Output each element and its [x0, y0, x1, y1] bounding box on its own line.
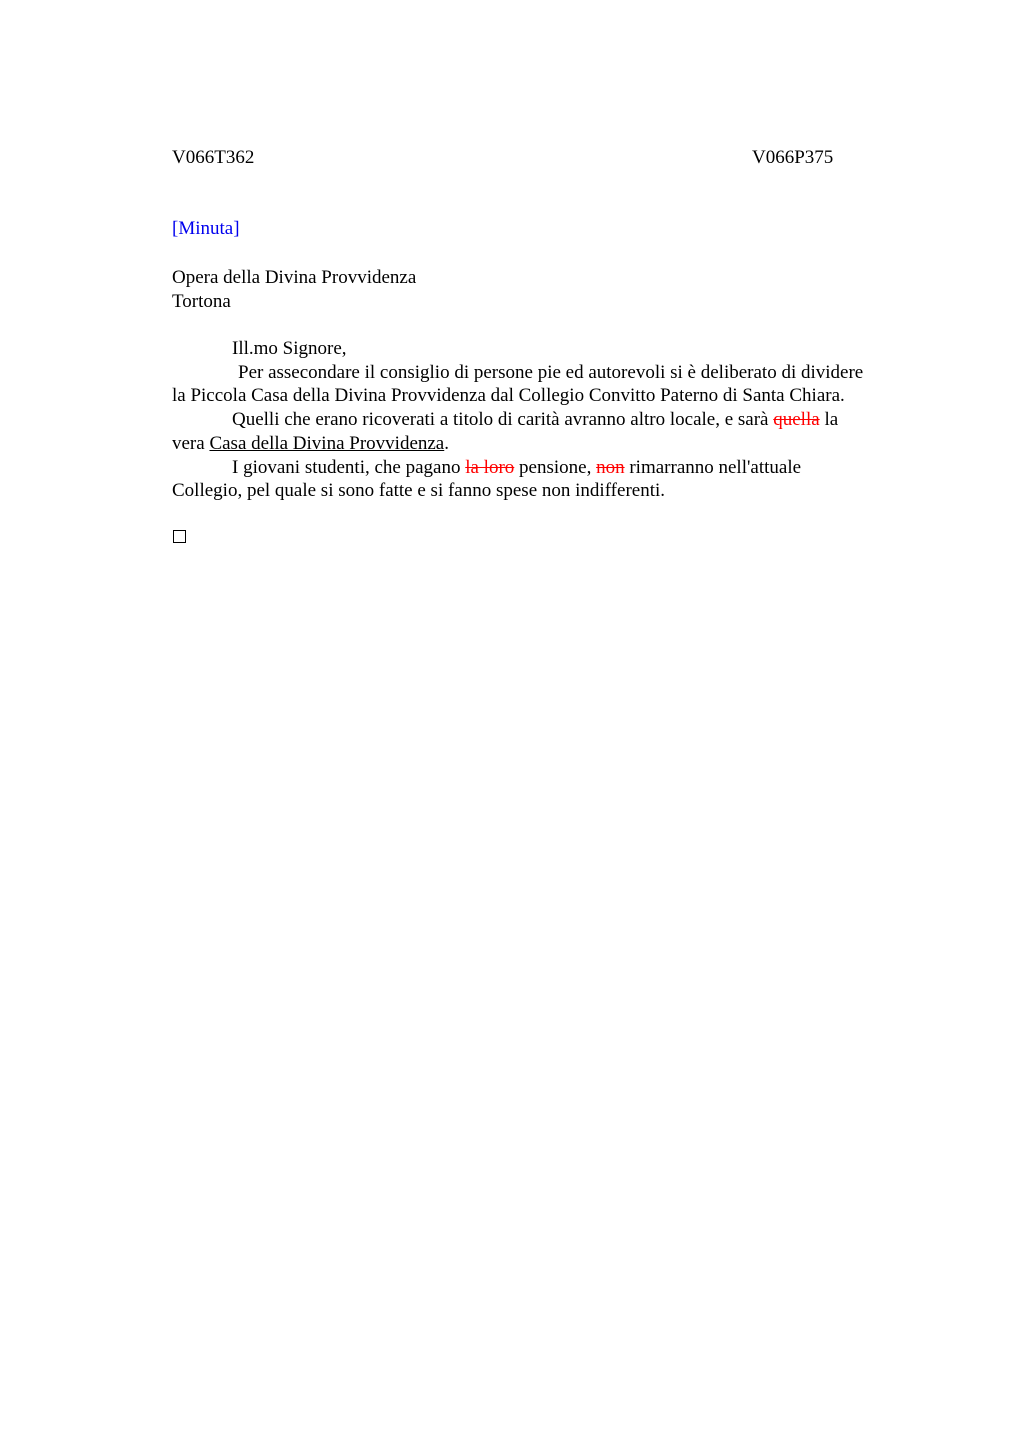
sender-line-1: Opera della Divina Provvidenza	[172, 267, 417, 288]
document-code-right: V066P375	[752, 147, 834, 168]
paragraph-2-text-d: .	[444, 432, 449, 454]
paragraph-1-line-2: la Piccola Casa della Divina Provvidenza dal Collegio Convitto Paterno di Santa Chiara.	[172, 385, 845, 407]
paragraph-2-line-2	[172, 432, 932, 456]
paragraph-3-text-b: pensione,	[514, 456, 597, 478]
empty-square-icon	[173, 530, 186, 543]
sender-line-2: Tortona	[172, 291, 231, 312]
deleted-word: quella	[773, 409, 820, 431]
paragraph-1-line-1: Per assecondare il consiglio di persone pie ed autorevoli si è deliberato di dividere	[238, 361, 864, 383]
paragraph-3-text-c: rimarranno nell'attuale	[624, 456, 802, 478]
paragraph-3-text-a: I giovani studenti, che pagano	[232, 456, 466, 478]
paragraph-2-text-a: Quelli che erano ricoverati a titolo di carità avranno altro locale, e sarà	[232, 409, 774, 431]
paragraph-3-line-2: Collegio, pel quale si sono fatte e si fanno spese non indifferenti.	[172, 480, 666, 502]
paragraph-2-text-b: la	[819, 409, 839, 431]
paragraph-2-line-1	[172, 408, 932, 432]
paragraph-2-text-c: vera	[172, 432, 210, 454]
deleted-phrase: la loro	[465, 456, 515, 478]
document-code-left: V066T362	[172, 147, 255, 168]
sender-block	[172, 266, 416, 314]
salutation: Ill.mo Signore,	[232, 338, 347, 359]
deleted-word: non	[596, 456, 625, 478]
paragraph-3-line-1	[172, 456, 932, 480]
editorial-note: [Minuta]	[172, 218, 240, 239]
underlined-phrase: Casa della Divina Provvidenza	[209, 432, 445, 454]
letter-body	[172, 337, 932, 503]
